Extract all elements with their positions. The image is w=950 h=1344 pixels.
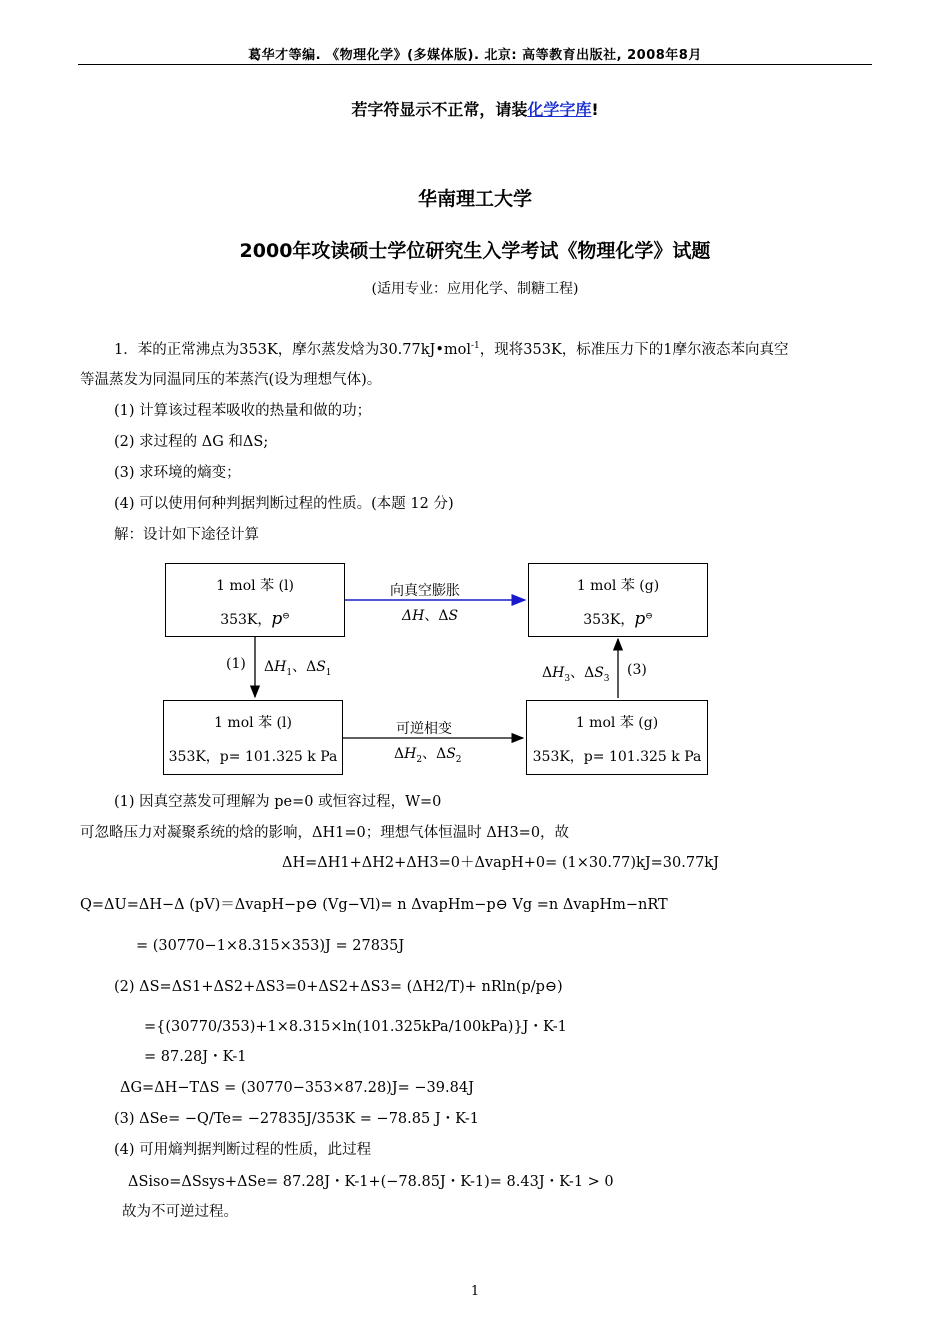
box-tr-line2-text: 353K， bbox=[583, 612, 635, 628]
bottom-arrow-label: 可逆相变 bbox=[396, 721, 452, 737]
exam-title: 2000年攻读硕士学位研究生入学考试《物理化学》试题 bbox=[239, 240, 711, 262]
top-arrow-sub: ΔH、ΔS bbox=[402, 608, 459, 624]
step1-number: (1) bbox=[226, 656, 246, 672]
solution-line-5: = (30770−1×8.315×353)J = 27835J bbox=[136, 938, 405, 954]
box-bl-line2: 353K，p= 101.325 k Pa bbox=[168, 749, 338, 765]
box-tl-line1: 1 mol 苯 (l) bbox=[216, 578, 294, 594]
solution-line-7: ={(30770/353)+1×8.315×ln(101.325kPa/100kPa)}J・K-1 bbox=[144, 1019, 567, 1035]
solution-line-9: ΔG=ΔH−TΔS = (30770−353×87.28)J= −39.84J bbox=[120, 1080, 474, 1096]
font-notice-text: 若字符显示不正常，请装 bbox=[351, 100, 528, 119]
solution-intro-text: 设计如下途径计算 bbox=[143, 527, 259, 543]
question-stem-line2: 等温蒸发为同温同压的苯蒸汽(设为理想气体)。 bbox=[80, 372, 382, 388]
solution-line-10: (3) ΔSe= −Q/Te= −27835J/353K = −78.85 J・K-1 bbox=[114, 1111, 480, 1127]
solution-line-11: (4) 可用熵判据判断过程的性质，此过程 bbox=[114, 1142, 372, 1158]
step3-number: (3) bbox=[627, 662, 647, 678]
bottom-arrow-sub: $\Delta H_2$、$\Delta S_2$ bbox=[394, 746, 462, 765]
question-part-4: (4) 可以使用何种判据判断过程的性质。(本题 12 分) bbox=[114, 496, 454, 512]
box-br-line2: 353K，p= 101.325 k Pa bbox=[532, 749, 702, 765]
question-stem-a: 1．苯的正常沸点为353K，摩尔蒸发焓为30.77kJ•mol bbox=[114, 342, 472, 358]
solution-line-13: 故为不可逆过程。 bbox=[122, 1204, 238, 1220]
top-arrow-label: 向真空膨胀 bbox=[390, 583, 460, 599]
running-header: 葛华才等编. 《物理化学》(多媒体版). 北京: 高等教育出版社, 2008年8月 bbox=[248, 48, 702, 63]
box-tl-line2: 353K，p⊖ bbox=[220, 609, 290, 629]
page-number: 1 bbox=[470, 1284, 480, 1299]
box-tl-line2-text: 353K， bbox=[220, 612, 272, 628]
exam-subtitle: (适用专业：应用化学、制糖工程) bbox=[371, 281, 579, 297]
question-stem-b: ，现将353K，标准压力下的1摩尔液态苯向真空 bbox=[479, 342, 789, 358]
question-part-3: (3) 求环境的熵变； bbox=[114, 465, 241, 481]
box-bl-line1: 1 mol 苯 (l) bbox=[214, 715, 292, 731]
box-tr-line1: 1 mol 苯 (g) bbox=[576, 578, 660, 594]
solution-line-12: ΔSiso=ΔSsys+ΔSe= 87.28J・K-1+(−78.85J・K-1)= 8.43J・K-1 > 0 bbox=[128, 1174, 614, 1190]
question-part-1: (1) 计算该过程苯吸收的热量和做的功； bbox=[114, 403, 372, 419]
solution-line-1: (1) 因真空蒸发可理解为 pe=0 或恒容过程，W=0 bbox=[114, 794, 442, 810]
question-part-2: (2) 求过程的 ΔG 和ΔS; bbox=[114, 434, 269, 450]
solution-line-8: = 87.28J・K-1 bbox=[144, 1049, 247, 1065]
step3-label: $\Delta H_3$、$\Delta S_3$ bbox=[542, 665, 610, 684]
solution-line-4: Q=ΔU=ΔH−Δ (pV)＝ΔvapH−p⊖ (Vg−Vl)= n ΔvapHm−p⊖ Vg =n ΔvapHm−nRT bbox=[80, 897, 668, 913]
university-title: 华南理工大学 bbox=[417, 188, 532, 210]
box-tr-line2: 353K，p⊖ bbox=[583, 609, 653, 629]
solution-line-2: 可忽略压力对凝聚系统的焓的影响，ΔH1=0；理想气体恒温时 ΔH3=0，故 bbox=[80, 825, 570, 841]
solution-line-6: (2) ΔS=ΔS1+ΔS2+ΔS3=0+ΔS2+ΔS3= (ΔH2/T)+ nRln(p/p⊖) bbox=[114, 979, 563, 995]
step1-label: $\Delta H_1$、$\Delta S_1$ bbox=[264, 659, 332, 678]
solution-line-3: ΔH=ΔH1+ΔH2+ΔH3=0＋ΔvapH+0= (1×30.77)kJ=30.77kJ bbox=[282, 855, 719, 871]
question-stem-sup: -1 bbox=[471, 341, 480, 352]
solution-label: 解： bbox=[114, 527, 143, 543]
box-br-line1: 1 mol 苯 (g) bbox=[575, 715, 659, 731]
font-notice-suffix: ! bbox=[591, 100, 599, 119]
chem-font-link[interactable]: 化学字库 bbox=[527, 100, 592, 119]
